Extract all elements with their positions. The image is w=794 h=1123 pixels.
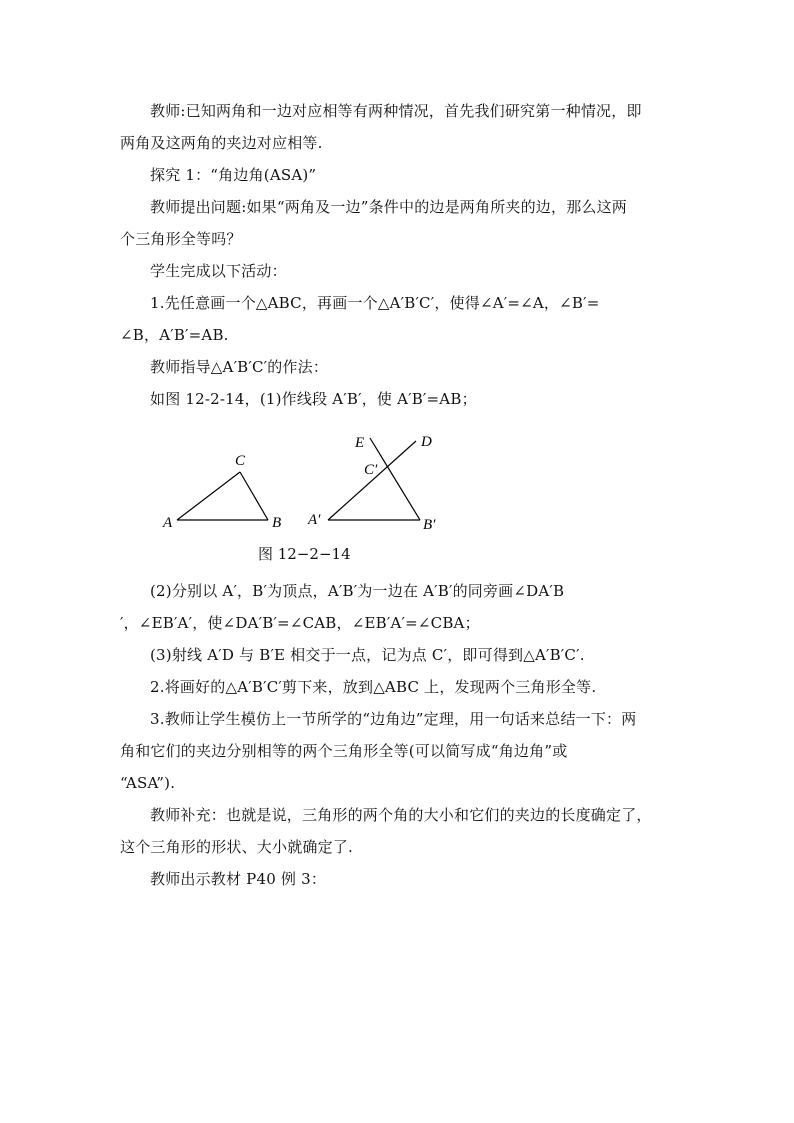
paragraph-teacher-intro-line1: 教师:已知两角和一边对应相等有两种情况，首先我们研究第一种情况，即	[150, 102, 642, 120]
paragraph-construction-step1: 如图 12-2-14，(1)作线段 A′B′，使 A′B′=AB；	[150, 390, 477, 408]
segment-bc	[240, 472, 268, 520]
paragraph-step3-line2: 角和它们的夹边分别相等的两个三角形全等(可以简写成“角边角”或	[120, 742, 568, 760]
paragraph-question-line1: 教师提出问题:如果“两角及一边”条件中的边是两角所夹的边，那么这两	[150, 198, 627, 216]
segment-ac	[177, 472, 240, 520]
ray-b-prime-e	[370, 438, 420, 520]
paragraph-step1-line1: 1.先任意画一个△ABC，再画一个△A′B′C′，使得∠A′=∠A，∠B′=	[150, 294, 600, 312]
paragraph-step3-line3: “ASA”).	[120, 774, 176, 792]
paragraph-step3-line1: 3.教师让学生模仿上一节所学的“边角边”定理，用一句话来总结一下：两	[150, 710, 637, 728]
label-b: B	[272, 515, 282, 531]
label-c-prime: C′	[364, 462, 378, 478]
paragraph-supplement-line2: 这个三角形的形状、大小就确定了.	[120, 838, 353, 856]
paragraph-question-line2: 个三角形全等吗？	[120, 230, 242, 248]
paragraph-teacher-intro-line2: 两角及这两角的夹边对应相等.	[120, 134, 323, 152]
paragraph-step1-line2: ∠B，A′B′=AB.	[120, 326, 229, 344]
label-d: D	[421, 434, 432, 450]
paragraph-student-activity: 学生完成以下活动：	[150, 262, 287, 280]
paragraph-guidance: 教师指导△A′B′C′的作法：	[150, 358, 329, 376]
triangle-diagram	[150, 420, 470, 545]
paragraph-supplement-line1: 教师补充：也就是说，三角形的两个角的大小和它们的夹边的长度确定了，	[150, 806, 652, 824]
figure-caption: 图 12−2−14	[258, 545, 351, 563]
paragraph-construction-step2-line1: (2)分别以 A′，B′为顶点，A′B′为一边在 A′B′的同旁画∠DA′B	[150, 582, 565, 600]
label-a: A	[163, 515, 173, 531]
label-e: E	[355, 435, 365, 451]
paragraph-step2: 2.将画好的△A′B′C′剪下来，放到△ABC 上，发现两个三角形全等.	[150, 678, 597, 696]
paragraph-construction-step3: (3)射线 A′D 与 B′E 相交于一点，记为点 C′，即可得到△A′B′C′.	[150, 646, 585, 664]
ray-a-prime-d	[328, 441, 416, 520]
label-b-prime: B′	[423, 517, 436, 533]
label-a-prime: A′	[308, 512, 321, 528]
paragraph-construction-step2-line2: ′，∠EB′A′，使∠DA′B′=∠CAB，∠EB′A′=∠CBA；	[120, 614, 480, 632]
label-c: C	[235, 453, 246, 469]
paragraph-explore-title: 探究 1：“角边角(ASA)”	[150, 166, 317, 184]
paragraph-example-intro: 教师出示教材 P40 例 3：	[150, 870, 327, 888]
